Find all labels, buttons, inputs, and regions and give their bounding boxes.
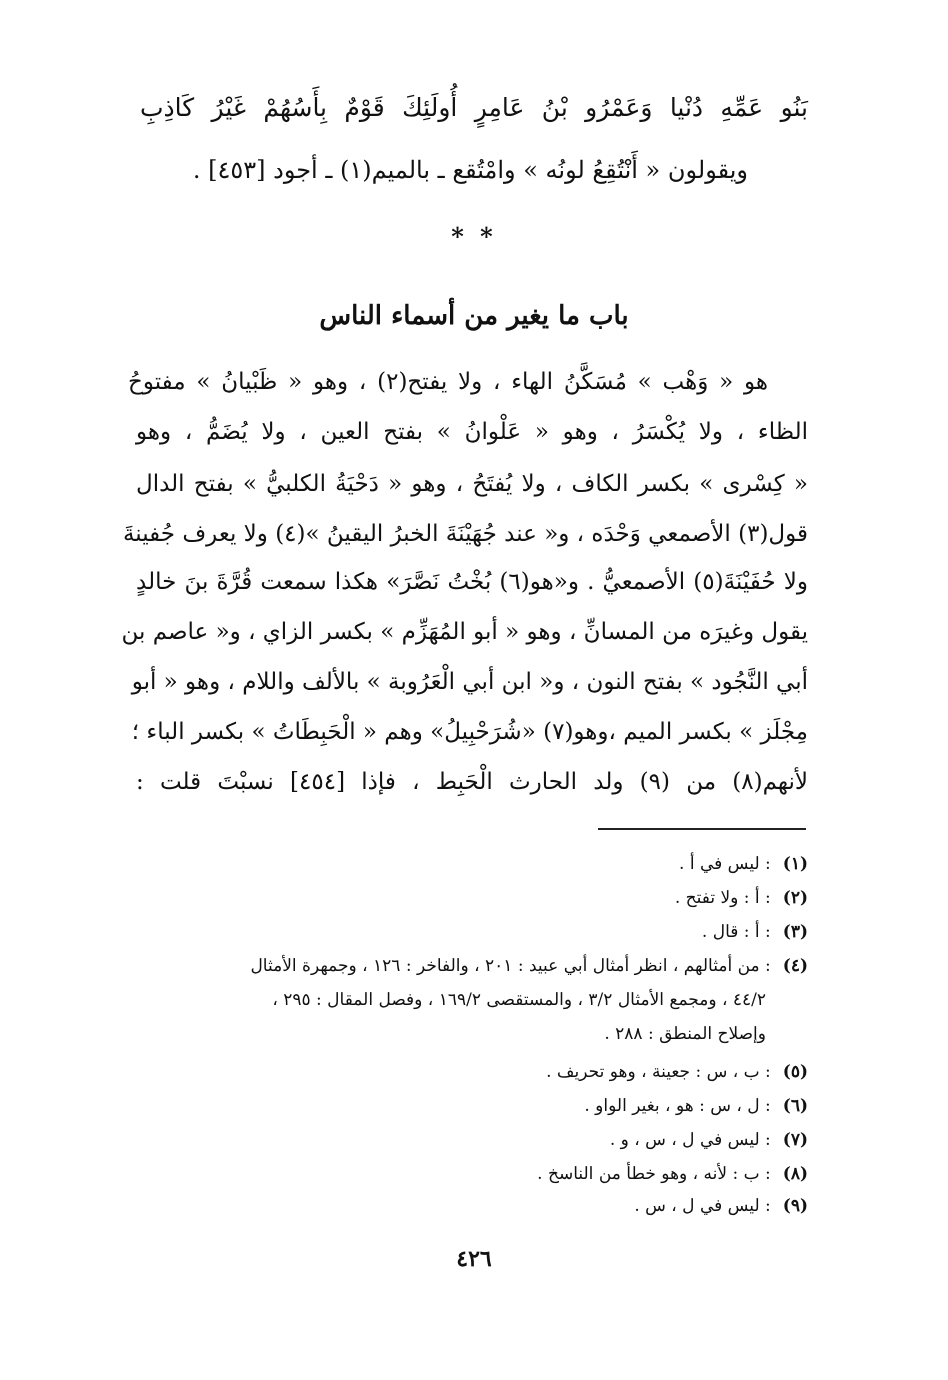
footnote-text: : ب ، س : جعينة ، وهو تحريف . — [546, 1062, 771, 1082]
footnote-number: (٦) — [782, 1096, 808, 1116]
footnote-text: : ليس في ل ، س ، و . — [609, 1130, 771, 1150]
footnote-number: (٣) — [782, 922, 808, 942]
footnote — [679, 850, 808, 878]
body-line: « كِسْرى » بكسر الكاف ، ولا يُفتَحُ ، وهو « دَحْيَةُ الكلبيُّ » بفتح الدال — [136, 471, 808, 497]
footnote-divider — [598, 828, 806, 830]
body-line: لأنهم(٨) من (٩) ولد الحارث الْحَبِط ، فإذا [٤٥٤] نسبْتَ قلت : — [136, 769, 808, 795]
poetry-verse: بَنُو عَمِّهِ دُنْيا وَعَمْرُو بْنُ عَامِرٍ أُولَئِكَ قَوْمٌ بِأَسُهُمْ غَيْرُ كَاذِبِ — [140, 93, 808, 122]
section-separator: * * — [451, 222, 497, 251]
footnote-text: : ليس في أ . — [679, 854, 771, 874]
footnote — [584, 1092, 808, 1120]
footnote-number: (٧) — [782, 1130, 808, 1150]
footnote-text: : ب : لأنه ، وهو خطأ من الناسخ . — [537, 1164, 771, 1184]
body-line: يقول وغيرَه من المسانِّ ، وهو « أبو المُهَزِّم » بكسر الزاي ، و« عاصم بن — [121, 619, 808, 645]
footnote — [675, 884, 808, 912]
footnote — [610, 1126, 808, 1154]
footnote-number: (٥) — [782, 1062, 808, 1082]
footnote-number: (٩) — [782, 1196, 808, 1216]
footnote-text: : ل ، س : هو ، بغير الواو . — [584, 1096, 771, 1116]
footnote-number: (٨) — [782, 1164, 808, 1184]
footnote-number: (٢) — [782, 888, 808, 908]
verse-note: ويقولون « أَنْتُقِعُ لونُه » وامْتُقع ـ بالميم(١) ـ أجود [٤٥٣] . — [192, 156, 748, 184]
body-line: ولا حُفَيْنَةَ(٥) الأصمعيُّ . و«هو(٦) بُخْتُ نَصَّرَ» هكذا سمعت قُرَّةَ بنَ خالدٍ — [136, 569, 808, 595]
footnote-text: : من أمثالهم ، انظر أمثال أبي عبيد : ٢٠١ ، والفاخر : ١٢٦ ، وجمهرة الأمثال — [250, 956, 771, 976]
footnote — [634, 1192, 808, 1220]
page-number: ٤٢٦ — [456, 1246, 492, 1272]
footnote-continuation: وإصلاح المنطق : ٢٨٨ . — [604, 1024, 766, 1044]
footnote-text: : أ : ولا تفتح . — [674, 888, 771, 908]
body-line: مِجْلَز » بكسر الميم ،وهو(٧) «شُرَحْبِيلُ» وهم « الْحَبِطَاتُ » بكسر الباء ؛ — [131, 719, 808, 745]
footnote-text: : أ : قال . — [701, 922, 771, 942]
section-heading: باب ما يغير من أسماء الناس — [319, 301, 629, 331]
footnote-continuation: ٤٤/٢ ، ومجمع الأمثال ٣/٢ ، والمستقصى ١٦٩/٢ ، وفصل المقال : ٢٩٥ ، — [272, 990, 766, 1010]
footnote-text: : ليس في ل ، س . — [634, 1196, 771, 1216]
footnote-number: (٤) — [782, 956, 808, 976]
body-line: هو « وَهْب » مُسَكَّنُ الهاء ، ولا يفتح(٢) ، وهو « ظَبْيانُ » مفتوحُ — [128, 369, 768, 395]
body-line: أبي النَّجُود » بفتح النون ، و« ابن أبي الْعَرُوبة » بالألف واللام ، وهو « أبو — [131, 669, 808, 695]
footnote — [546, 1058, 808, 1086]
footnote — [250, 952, 808, 980]
body-line: الظاء ، ولا يُكْسَرُ ، وهو « عَلْوانُ » بفتح العين ، ولا يُضَمُّ ، وهو — [136, 419, 808, 445]
footnote — [537, 1160, 808, 1188]
footnote-number: (١) — [782, 854, 808, 874]
footnote — [702, 918, 808, 946]
body-line: قول(٣) الأصمعي وَحْدَه ، و« عند جُهَيْنَةَ الخبرُ اليقينُ »(٤) ولا يعرف جُفينةَ — [122, 521, 808, 547]
